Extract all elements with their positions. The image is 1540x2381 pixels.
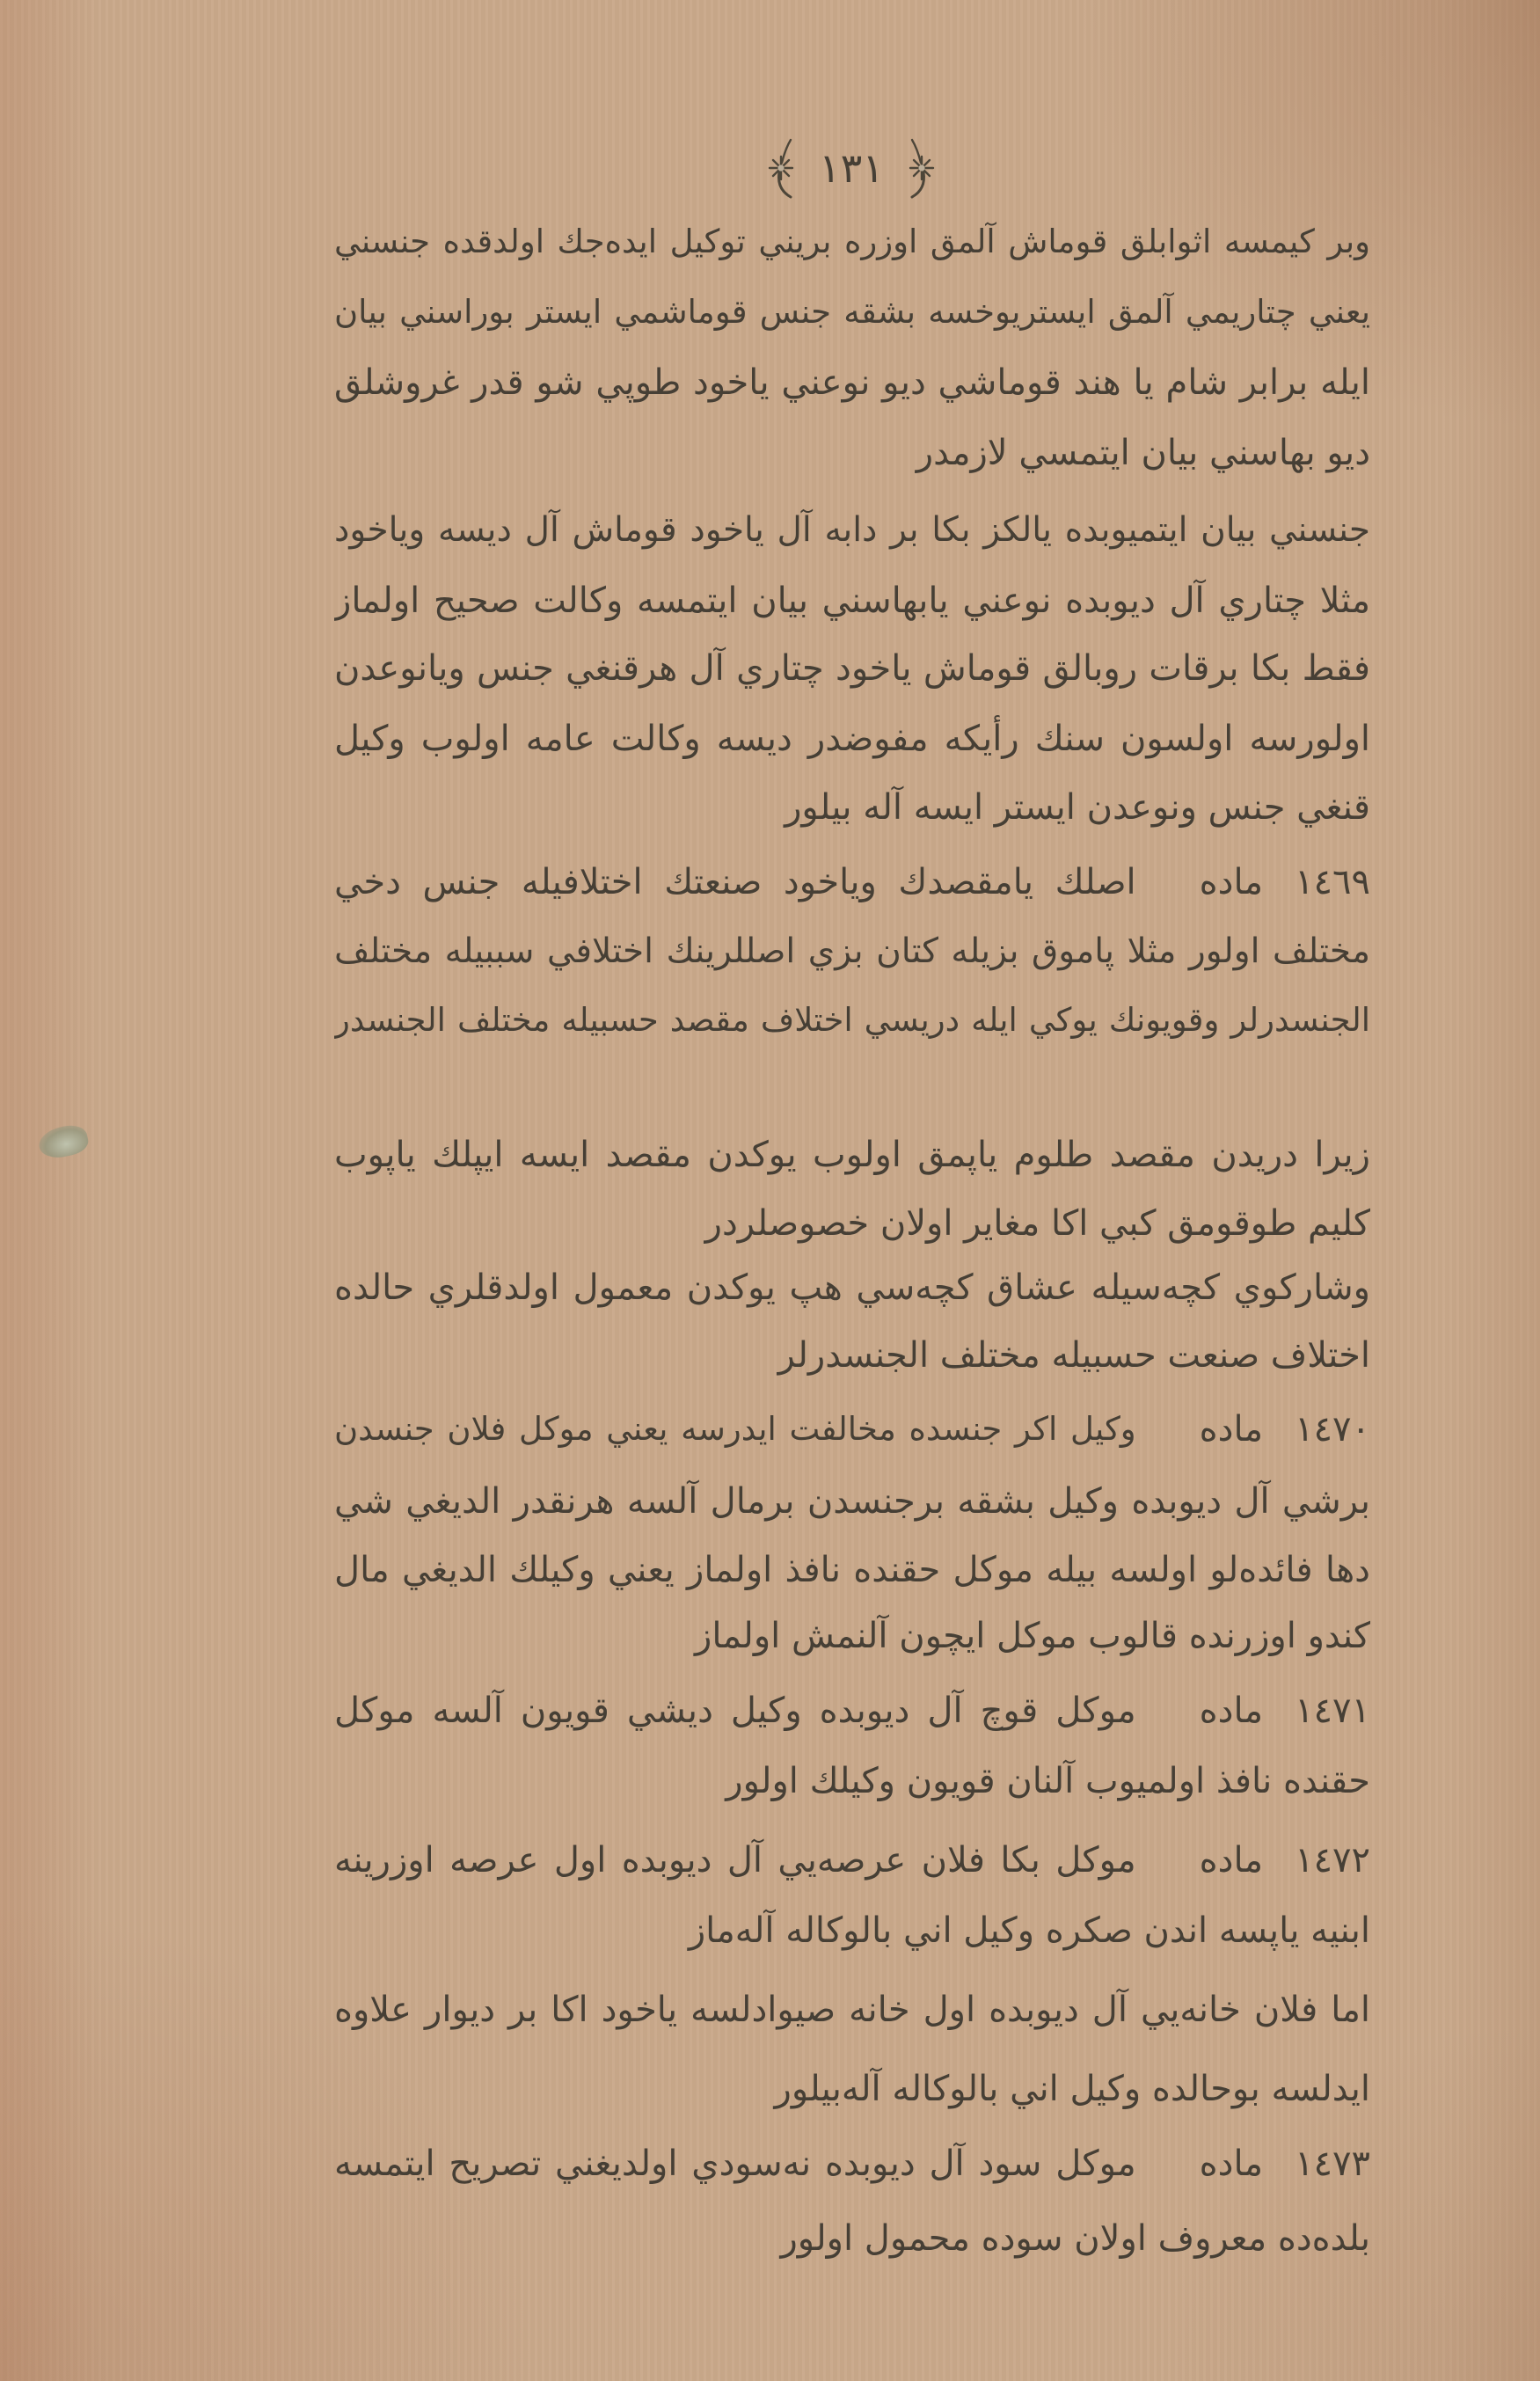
text-line-paragraph-end: قنغي جنس ونوعدن ايستر ايسه آله بيلور bbox=[785, 787, 1370, 828]
text-line: اصلك يامقصدك وياخود صنعتك اختلافيله جنس دخي bbox=[334, 862, 1136, 902]
article-label: ماده bbox=[1199, 1691, 1264, 1731]
floral-ornament-right-icon bbox=[904, 136, 939, 200]
text-line: ايله برابر شام يا هند قوماشي ديو نوعني ياخود طوپي شو قدر غروشلق bbox=[334, 362, 1370, 403]
article-1471-heading-line bbox=[334, 1684, 1370, 1737]
text-line: موكل قوچ آل ديوبده وكيل ديشي قويون آلسه موكل bbox=[334, 1691, 1136, 1731]
article-number: ١٤٧٣ bbox=[1295, 2144, 1370, 2184]
text-line: اولورسه اولسون سنك رأيكه مفوضدر ديسه وكالت عامه اولوب وكيل bbox=[334, 719, 1370, 759]
text-line: موكل بكا فلان عرصه‌يي آل ديوبده اول عرصه اوزرينه bbox=[334, 1840, 1136, 1881]
text-line-paragraph-end: اختلاف صنعت حسبيله مختلف الجنسدرلر bbox=[777, 1335, 1370, 1376]
article-number: ١٤٧٠ bbox=[1295, 1409, 1370, 1450]
text-line-paragraph-end: ايدلسه بوحالده وكيل اني بالوكاله آله‌بيلور bbox=[774, 2069, 1370, 2109]
text-line: مختلف اولور مثلا پاموق بزيله كتان بزي اصللرينك اختلافي سببيله مختلف bbox=[334, 931, 1370, 971]
article-1469-heading-line bbox=[334, 856, 1370, 909]
floral-ornament-left-icon bbox=[763, 136, 799, 200]
article-1472-heading-line bbox=[334, 1834, 1370, 1887]
text-line: وشاركوي كچه‌سيله عشاق كچه‌سي هپ يوكدن معمول اولدقلري حالده bbox=[334, 1267, 1370, 1308]
article-1473-heading-line bbox=[334, 2137, 1370, 2190]
page-number: ١٣١ bbox=[818, 144, 885, 192]
article-label: ماده bbox=[1199, 1840, 1264, 1881]
text-line: فقط بكا برقات روبالق قوماش ياخود چتاري آل هرقنغي جنس ويانوعدن bbox=[334, 648, 1370, 689]
text-line: زيرا دريدن مقصد طلوم ياپمق اولوب يوكدن مقصد ايسه ايپلك ياپوب bbox=[334, 1135, 1370, 1175]
text-line: وكيل اكر جنسده مخالفت ايدرسه يعني موكل فلان جنسدن bbox=[334, 1410, 1136, 1448]
article-label: ماده bbox=[1199, 862, 1264, 902]
text-line: دها فائده‌لو اولسه بيله موكل حقنده نافذ اولماز يعني وكيلك الديغي مال bbox=[334, 1550, 1370, 1590]
article-label: ماده bbox=[1199, 2144, 1264, 2184]
article-number: ١٤٧١ bbox=[1295, 1691, 1370, 1731]
text-line-paragraph-end: كندو اوزرنده قالوب موكل ايچون آلنمش اولماز bbox=[695, 1616, 1370, 1656]
text-line-paragraph-end: حقنده نافذ اولميوب آلنان قويون وكيلك اولور bbox=[726, 1761, 1370, 1801]
text-line: الجنسدرلر وقويونك يوكي ايله دريسي اختلاف مقصد حسبيله مختلف الجنسدر bbox=[334, 1001, 1370, 1039]
text-line: يعني چتاريمي آلمق ايستريوخسه بشقه جنس قوماشمي ايستر بوراسني بيان bbox=[334, 293, 1370, 331]
article-label: ماده bbox=[1199, 1409, 1264, 1450]
text-line-paragraph-end: بلده‌ده معروف اولان سوده محمول اولور bbox=[780, 2218, 1370, 2259]
text-line-paragraph-end: ديو بهاسني بيان ايتمسي لازمدر bbox=[916, 433, 1370, 473]
text-line-paragraph-end: ابنيه ياپسه اندن صكره وكيل اني بالوكاله آله‌ماز bbox=[688, 1910, 1370, 1951]
text-line: اما فلان خانه‌يي آل ديوبده اول خانه صيوادلسه ياخود اكا بر ديوار علاوه bbox=[334, 1990, 1370, 2030]
text-line: جنسني بيان ايتميوبده يالكز بكا بر دابه آل ياخود قوماش آل ديسه وياخود bbox=[334, 510, 1370, 550]
text-line: موكل سود آل ديوبده نه‌سودي اولديغني تصريح ايتمسه bbox=[334, 2144, 1136, 2184]
text-line: برشي آل ديوبده وكيل بشقه برجنسدن برمال آلسه هرنقدر الديغي شي bbox=[334, 1481, 1370, 1522]
page-header bbox=[763, 132, 939, 204]
text-line: وبر كيمسه اثوابلق قوماش آلمق اوزره بريني توكيل ايده‌جك اولدقده جنسني bbox=[334, 223, 1370, 260]
text-line: مثلا چتاري آل ديوبده نوعني يابهاسني بيان ايتمسه وكالت صحيح اولماز bbox=[334, 581, 1370, 621]
article-1470-heading-line bbox=[334, 1403, 1370, 1456]
text-line-paragraph-end: كليم طوقومق كبي اكا مغاير اولان خصوصلردر bbox=[704, 1203, 1370, 1244]
article-number: ١٤٦٩ bbox=[1295, 862, 1370, 902]
paper-smudge bbox=[36, 1122, 91, 1162]
article-number: ١٤٧٢ bbox=[1295, 1840, 1370, 1881]
